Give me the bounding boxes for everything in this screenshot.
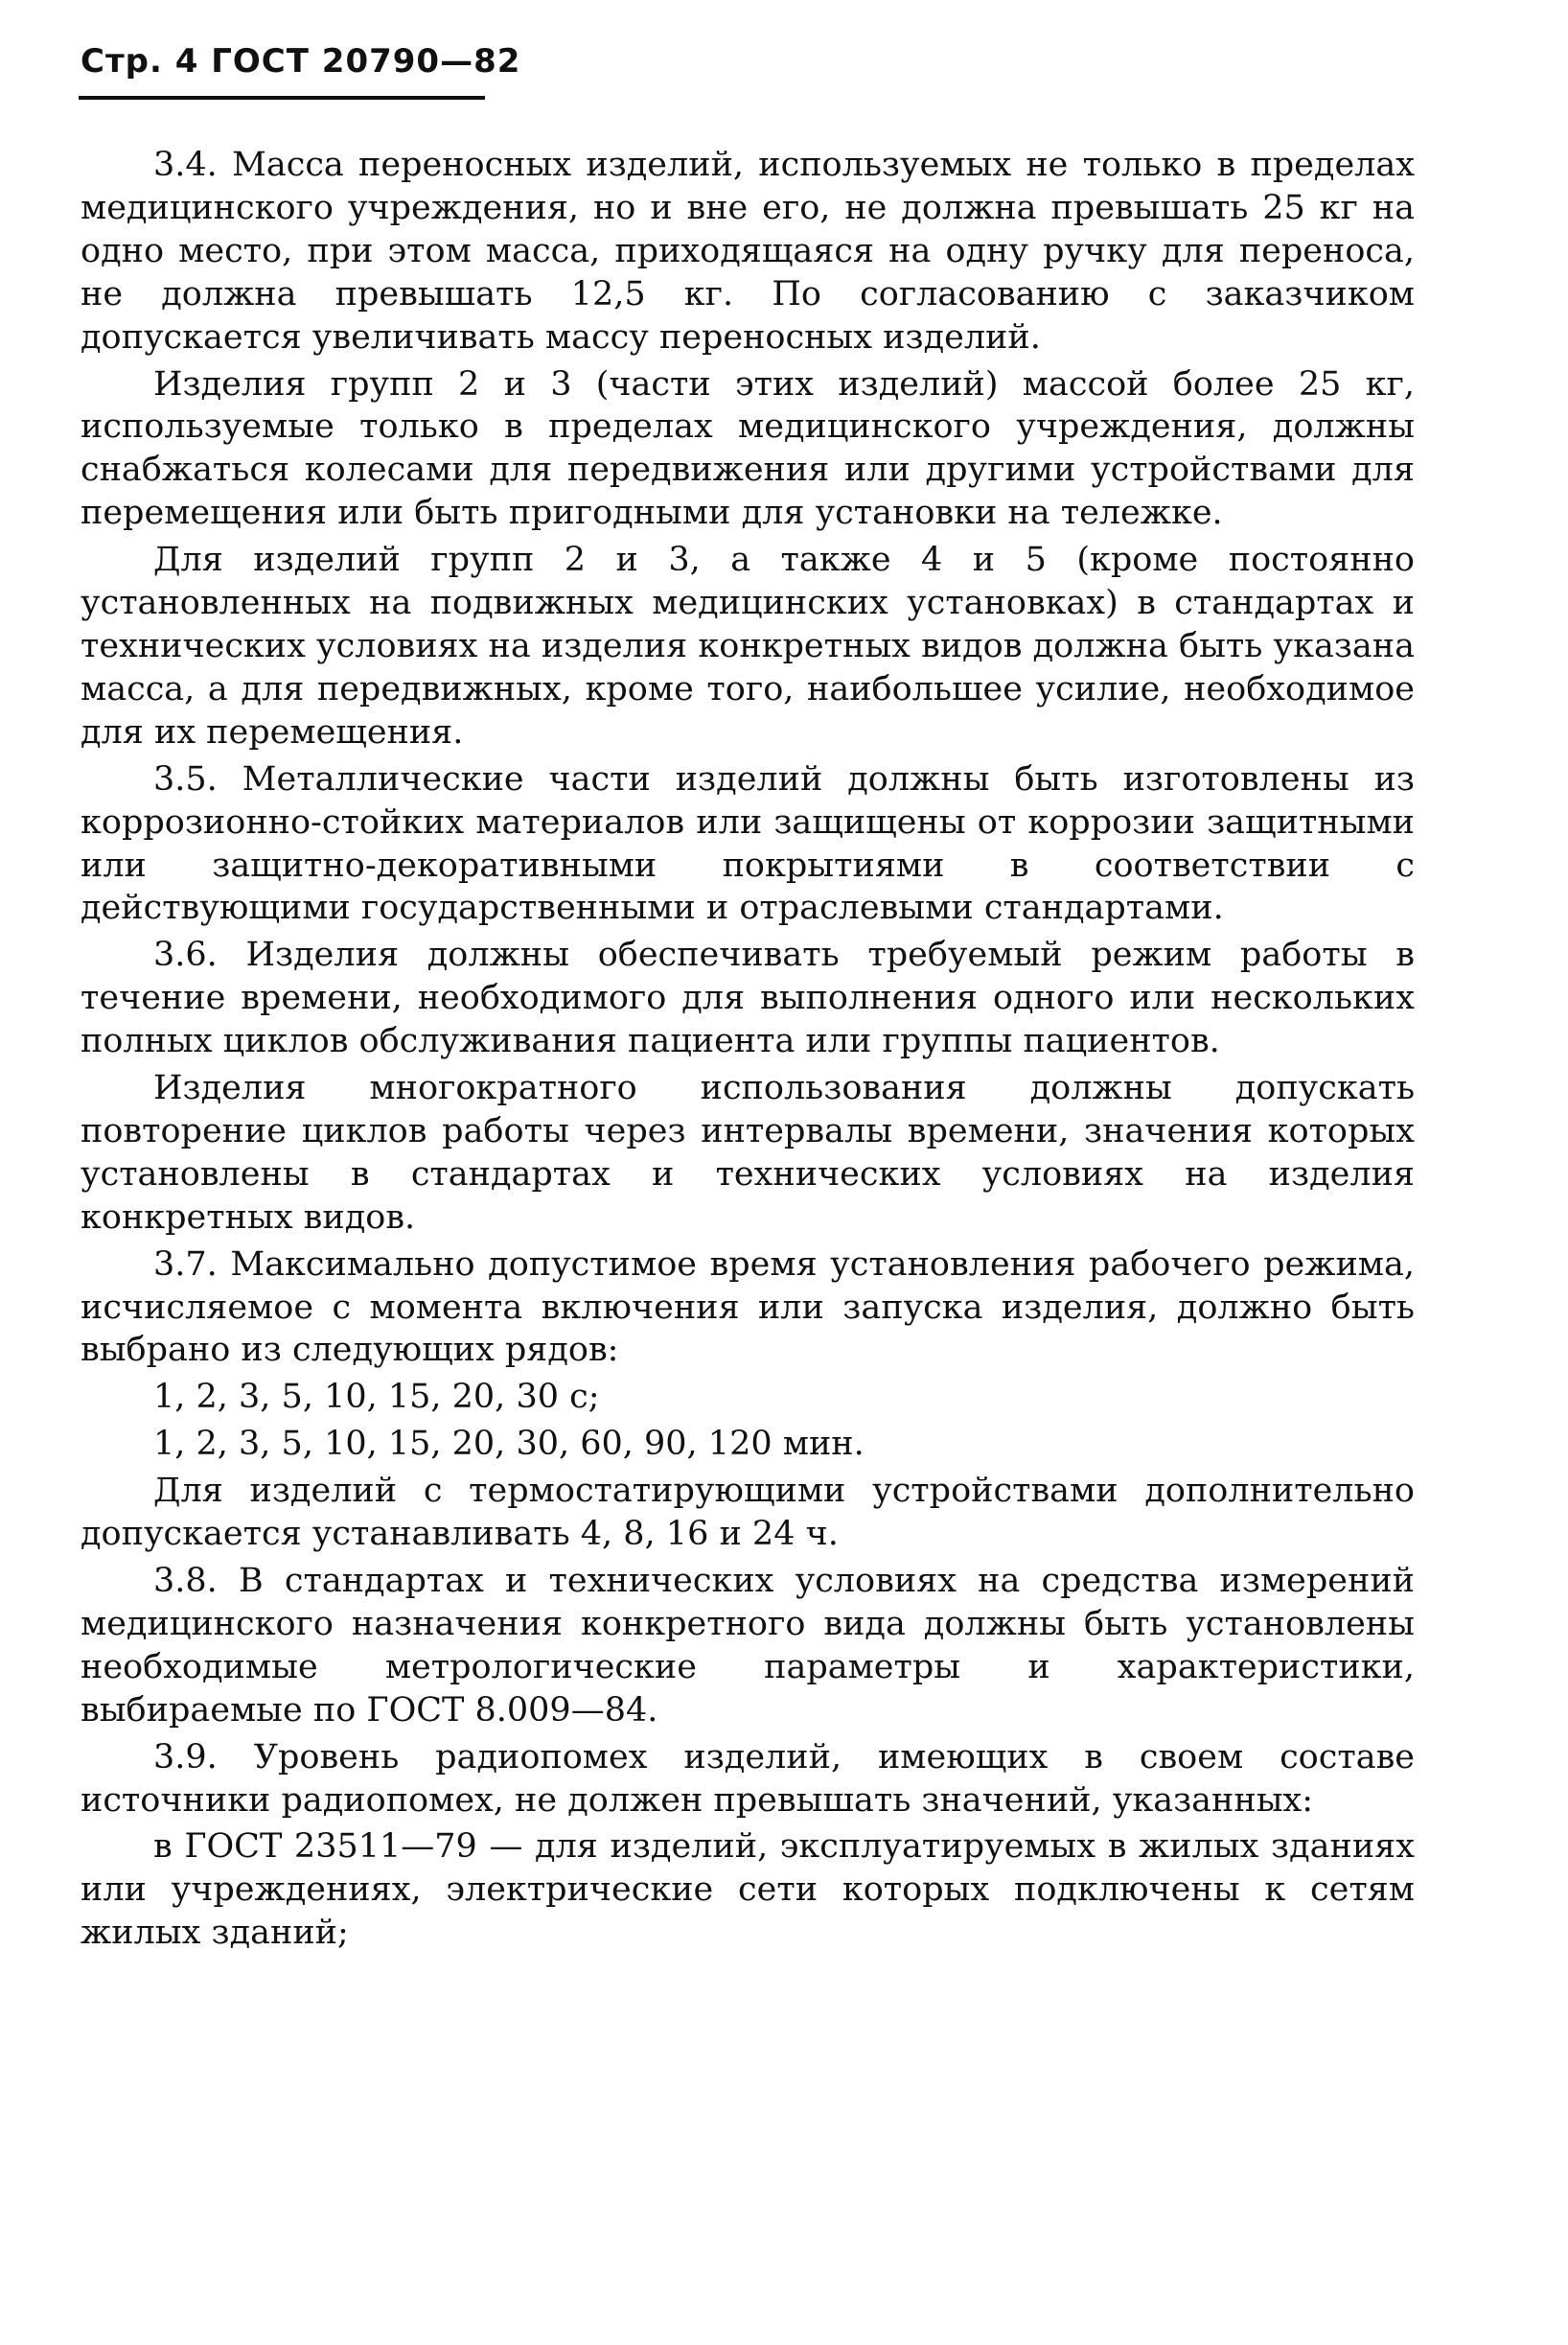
paragraph-mass-specification: Для изделий групп 2 и 3, а также 4 и 5 (кроме постоянно установленных на подвижных медицинских установках) в стандартах и технических условиях на изделия конкретных видов должна быть указана масса, а для передвижных, кроме того, наибольшее усилие, необходимое для их перемещения. xyxy=(81,541,1415,752)
paragraph-3-7: 3.7. Максимально допустимое время установления рабочего режима, исчисляемое с момента включения или запуска изделия, должно быть выбрано из следующих рядов: xyxy=(81,1244,1415,1370)
body-text xyxy=(81,144,1415,1959)
paragraph-3-6: 3.6. Изделия должны обеспечивать требуемый режим работы в течение времени, необходимого для выполнения одного или нескольких полных циклов обслуживания пациента или группы пациентов. xyxy=(81,936,1415,1061)
paragraph-3-5: 3.5. Металлические части изделий должны быть изготовлены из коррозионно-стойких материалов или защищены от коррозии защитными или защитно-декоративными покрытиями в соответствии с действующими государственными и отраслевыми стандартами. xyxy=(81,759,1415,928)
paragraph-3-9: 3.9. Уровень радиопомех изделий, имеющих в своем составе источники радиопомех, не должен превышать значений, указанных: xyxy=(81,1737,1415,1820)
paragraph-3-4: 3.4. Масса переносных изделий, используемых не только в пределах медицинского учреждения, но и вне его, не должна превышать 25 кг на одно место, при этом масса, приходящаяся на одну ручку для переноса, не должна превышать 12,5 кг. По согласованию с заказчиком допускается увеличивать массу переносных изделий. xyxy=(81,146,1415,357)
series-minutes: 1, 2, 3, 5, 10, 15, 20, 30, 60, 90, 120 мин. xyxy=(153,1425,865,1464)
running-header: Стр. 4 ГОСТ 20790—82 xyxy=(81,42,521,81)
header-rule xyxy=(79,96,485,100)
paragraph-repeated-use: Изделия многократного использования должны допускать повторение циклов работы через интервалы времени, значения которых установлены в стандартах и технических условиях на изделия конкретных видов. xyxy=(81,1069,1415,1237)
paragraph-groups-2-3-mass: Изделия групп 2 и 3 (части этих изделий) массой более 25 кг, используемые только в пределах медицинского учреждения, должны снабжаться колесами для передвижения или другими устройствами для перемещения или быть пригодными для установки на тележке. xyxy=(81,364,1415,533)
series-seconds: 1, 2, 3, 5, 10, 15, 20, 30 с; xyxy=(153,1378,600,1417)
paragraph-3-8: 3.8. В стандартах и технических условиях на средства измерений медицинского назначения конкретного вида должны быть установлены необходимые метрологические параметры и характеристики, выбираемые по ГОСТ 8.009—84. xyxy=(81,1562,1415,1730)
paragraph-gost-23511: в ГОСТ 23511—79 — для изделий, эксплуатируемых в жилых зданиях или учреждениях, электрические сети которых подключены к сетям жилых зданий; xyxy=(81,1827,1415,1953)
paragraph-thermostat: Для изделий с термостатирующими устройствами дополнительно допускается устанавливать 4, 8, 16 и 24 ч. xyxy=(81,1472,1415,1554)
